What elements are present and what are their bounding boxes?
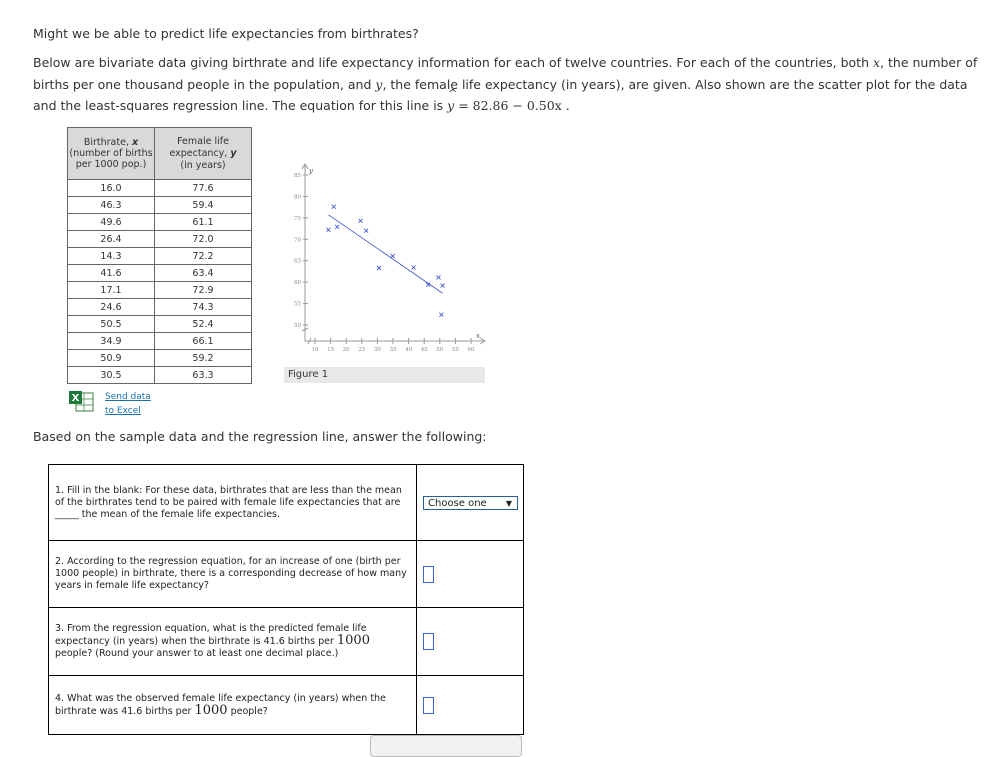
y-tick-label: 85 <box>294 173 301 179</box>
x-tick-label: 40 <box>405 347 413 353</box>
figure-caption: Figure 1 <box>284 367 485 383</box>
intro-text-1: Below are bivariate data giving birthrate and life expectancy information for each of twelve countries. For each of the countries, both <box>33 55 873 70</box>
table-row <box>68 180 252 197</box>
life-expectancy-cell: 77.6 <box>155 180 252 197</box>
x-tick-label: 50 <box>436 347 444 353</box>
question-row-3 <box>49 607 523 675</box>
answer-input-3[interactable] <box>423 633 434 650</box>
send-link-line-1[interactable]: Send data <box>105 392 151 402</box>
birthrate-cell: 34.9 <box>68 333 155 350</box>
choose-one-dropdown[interactable] <box>423 496 518 510</box>
life-expectancy-cell: 72.2 <box>155 248 252 265</box>
y-tick-label: 60 <box>294 280 301 287</box>
question-row-1 <box>49 465 523 540</box>
x-tick-label: 30 <box>373 347 381 353</box>
y-tick-label: 50 <box>294 323 301 329</box>
birthrate-cell: 24.6 <box>68 299 155 316</box>
question-row-4 <box>49 675 523 734</box>
birthrate-cell: 26.4 <box>68 231 155 248</box>
birthrate-cell: 30.5 <box>68 367 155 384</box>
y-tick-label: 75 <box>294 215 301 222</box>
question-4-answer <box>417 676 523 734</box>
question-3-answer <box>417 608 523 675</box>
data-point <box>359 219 363 223</box>
x-tick-label: 25 <box>358 347 366 353</box>
birthrate-cell: 17.1 <box>68 282 155 299</box>
table-row <box>68 299 252 316</box>
birthrate-cell: 16.0 <box>68 180 155 197</box>
life-expectancy-cell: 72.0 <box>155 231 252 248</box>
y-tick-label: 70 <box>294 237 301 244</box>
data-point <box>335 225 339 229</box>
x-tick-label: 55 <box>451 347 459 353</box>
y-tick-label: 55 <box>294 301 301 308</box>
x-tick-label: 45 <box>420 347 428 353</box>
x-axis-label: x <box>476 332 480 340</box>
regression-line <box>328 215 442 293</box>
question-1-answer <box>417 465 523 540</box>
x-tick-label: 15 <box>327 347 335 353</box>
question-row-2 <box>49 540 523 607</box>
x-tick-label: 60 <box>467 347 475 353</box>
send-to-excel-link[interactable] <box>105 390 151 418</box>
data-point <box>439 313 443 317</box>
table-row <box>68 248 252 265</box>
birthrate-cell: 46.3 <box>68 197 155 214</box>
table-row <box>68 197 252 214</box>
questions-table <box>48 464 524 735</box>
yhat-symbol: ^ y <box>447 95 454 117</box>
life-expectancy-cell: 63.3 <box>155 367 252 384</box>
question-3-text: 3. From the regression equation, what is the predicted female life expectancy (in years) when the birthrate is 41.6 births per 1000 people? (Round your answer to at least one decimal place.) <box>49 608 417 675</box>
dropdown-arrow-icon: ▼ <box>505 498 512 508</box>
page-title: Might we be able to predict life expectancies from birthrates? <box>33 26 419 41</box>
table-row <box>68 282 252 299</box>
y-tick-label: 80 <box>294 194 301 201</box>
scatter-plot <box>280 160 490 360</box>
svg-text:X: X <box>71 393 80 404</box>
life-expectancy-cell: 52.4 <box>155 316 252 333</box>
instructions-text: Based on the sample data and the regression line, answer the following: <box>33 429 487 444</box>
answer-input-2[interactable] <box>423 566 434 583</box>
table-row <box>68 367 252 384</box>
data-point <box>364 229 368 233</box>
intro-text-3: , the female life expectancy (in years), are given. Also shown are the scatter plot for the data and the least-squares regression line. The equation for this line is <box>33 76 968 113</box>
table-row <box>68 214 252 231</box>
col-life-expectancy-header: Female life expectancy, y (in years) <box>155 128 252 180</box>
data-point <box>412 266 416 270</box>
question-1-text: 1. Fill in the blank: For these data, birthrates that are less than the mean of the birthrates tend to be paired with female life expectancies that are _____ the mean of the female life expectancies. <box>49 465 417 540</box>
life-expectancy-cell: 59.4 <box>155 197 252 214</box>
var-x: x <box>872 55 881 70</box>
regression-equation: = 82.86 − 0.50x <box>454 98 562 113</box>
life-expectancy-cell: 63.4 <box>155 265 252 282</box>
bottom-button[interactable] <box>370 735 522 757</box>
y-tick-label: 65 <box>294 258 301 265</box>
table-row <box>68 350 252 367</box>
birthrate-cell: 49.6 <box>68 214 155 231</box>
dropdown-value: Choose one <box>428 497 487 509</box>
question-4-text: 4. What was the observed female life expectancy (in years) when the birthrate was 41.6 births per 1000 people? <box>49 676 417 734</box>
x-tick-label: 35 <box>389 347 397 353</box>
y-axis-label: y <box>309 167 313 175</box>
data-point <box>437 275 441 279</box>
question-2-answer <box>417 541 523 607</box>
data-point <box>377 266 381 270</box>
x-tick-label: 10 <box>311 347 319 353</box>
birthrate-cell: 50.5 <box>68 316 155 333</box>
col-birthrate-header: Birthrate, x (number of births per 1000 pop.) <box>68 128 155 180</box>
intro-paragraph <box>33 52 983 117</box>
answer-input-4[interactable] <box>423 697 434 714</box>
data-table <box>67 127 252 384</box>
life-expectancy-cell: 72.9 <box>155 282 252 299</box>
life-expectancy-cell: 61.1 <box>155 214 252 231</box>
data-point <box>391 254 395 258</box>
var-y: y <box>375 76 383 92</box>
birthrate-cell: 50.9 <box>68 350 155 367</box>
table-row <box>68 333 252 350</box>
data-point <box>326 228 330 232</box>
birthrate-cell: 41.6 <box>68 265 155 282</box>
table-row <box>68 265 252 282</box>
intro-text-4: . <box>561 98 570 113</box>
life-expectancy-cell: 59.2 <box>155 350 252 367</box>
life-expectancy-cell: 74.3 <box>155 299 252 316</box>
x-tick-label: 20 <box>342 347 350 353</box>
data-point <box>441 284 445 288</box>
data-point <box>332 205 336 209</box>
birthrate-cell: 14.3 <box>68 248 155 265</box>
life-expectancy-cell: 66.1 <box>155 333 252 350</box>
table-row <box>68 316 252 333</box>
table-row <box>68 231 252 248</box>
excel-icon[interactable] <box>68 390 94 412</box>
send-link-line-2[interactable]: to Excel <box>105 406 141 416</box>
question-2-text: 2. According to the regression equation, for an increase of one (birth per 1000 people) in birthrate, there is a corresponding decrease of how many years in female life expectancy? <box>49 541 417 607</box>
intro-text-2: , the number of births per one thousand people in the population, and <box>33 55 978 92</box>
